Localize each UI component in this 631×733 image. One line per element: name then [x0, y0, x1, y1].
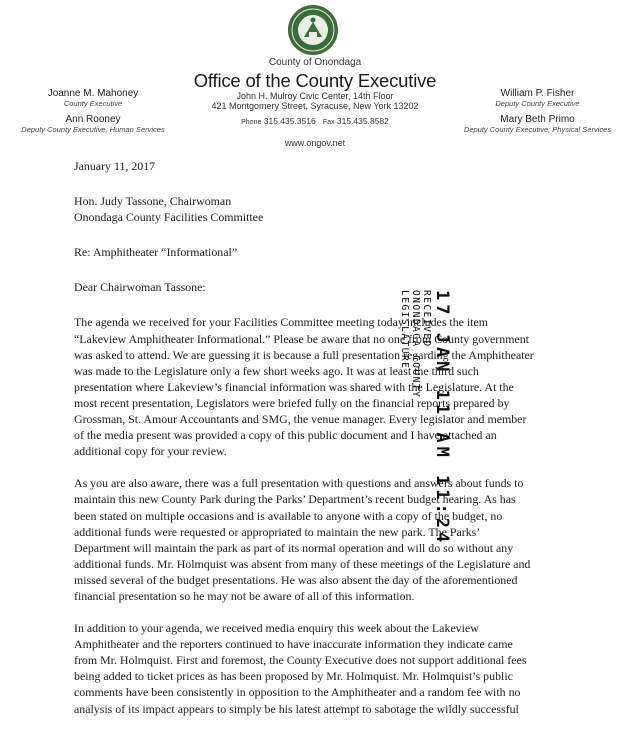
text-line: Amphitheater and the reporters continued to have inaccurate information they indicate came: [74, 637, 513, 652]
stamp-received: RECEIVED: [421, 290, 432, 348]
stamp-date: 17 JAN 11 AM 11:24: [432, 290, 452, 547]
official-name: Ann Rooney: [65, 114, 121, 125]
website: www.ongov.net: [284, 137, 346, 148]
text-line: analysis of its impact appears to simply be his latest attempt to sabotage the wildly successful: [74, 701, 519, 716]
letterhead: [190, 57, 440, 148]
letter-date: January 11, 2017: [74, 159, 156, 173]
text-line: most recent presentation, Legislators were briefed fully on the financial reports prepared by: [74, 395, 510, 410]
address-line-1: John H. Mulroy Civic Center, 14th Floor: [236, 90, 394, 101]
official-title: Deputy County Executive: [495, 99, 580, 108]
text-line: additional copy for your review.: [74, 444, 227, 459]
addressee: [74, 193, 594, 225]
official-name: Joanne M. Mahoney: [47, 88, 139, 99]
stamp-org-2: LEGISLATURE: [399, 290, 410, 370]
stamp-org-1: ONONDAGA COUNTY: [410, 290, 421, 399]
office-title: Office of the County Executive: [193, 69, 437, 91]
paragraph: [74, 475, 594, 604]
official-title: Deputy County Executive, Human Services: [21, 125, 165, 134]
text-line: missed several of the budget presentations. He was also absent the day of the aforementioned: [74, 572, 518, 587]
county-name: County of Onondaga: [268, 57, 362, 68]
phone-number: 315.435.3516: [263, 116, 316, 127]
text-line: financial presentation so he may not be aware of all of this information.: [74, 588, 415, 603]
text-line: was asked to attend. We are guessing it is because a full presentation regarding the Amphitheater: [74, 347, 534, 362]
paragraph: [74, 314, 594, 459]
letter-body: [74, 158, 594, 733]
paragraph: [74, 620, 594, 717]
address-line-2: 421 Montgomery Street, Syracuse, New York 13202: [211, 101, 419, 112]
text-line: from Mr. Holmquist. First and foremost, the County Executive does not support additional fees: [74, 653, 527, 668]
addressee-line: Onondaga County Facilities Committee: [74, 210, 264, 225]
official-title: Deputy County Executive, Physical Services: [463, 125, 612, 134]
left-officials: [18, 88, 168, 140]
text-line: additional funds were requested or appropriated to maintain the new park. The Parks’: [74, 524, 481, 539]
right-officials: [455, 88, 620, 140]
subject-line: Re: Amphitheater “Informational”: [74, 245, 238, 260]
text-line: Grossman, St. Amour Accountants and SMG, the venue manager. Every legislator and member: [74, 412, 527, 427]
text-line: being added to ticket prices as has been proposed by Mr. Holmquist. Mr. Holmquist’s public: [74, 669, 513, 684]
text-line: As you are also aware, there was a full presentation with questions and answers about funds to: [74, 476, 524, 491]
official-name: Mary Beth Primo: [500, 114, 575, 125]
addressee-line: Hon. Judy Tassone, Chairwoman: [74, 194, 232, 209]
salutation: Dear Chairwoman Tassone:: [74, 280, 206, 295]
text-line: was made to the Legislature only a few short weeks ago. It was at least the third such: [74, 363, 479, 378]
text-line: “Lakeview Amphitheater Informational.” Please be aware that no one from County government: [74, 331, 529, 346]
phone-label: Phone: [241, 119, 262, 127]
text-line: presentation where Lakeview’s financial information was shared with the Legislature. At the: [74, 379, 514, 394]
text-line: additional funds. Mr. Holmquist was absent from many of these meetings of the Legislature and: [74, 556, 531, 571]
text-line: In addition to your agenda, we received media enquiry this week about the Lakeview: [74, 621, 479, 636]
text-line: maintain this new County Park during the Parks’ Department’s recent budget hearing. As has: [74, 492, 516, 507]
official-title: County Executive: [63, 99, 123, 108]
text-line: Department will maintain the park as part of its normal operation and will do so without any: [74, 540, 514, 555]
text-line: comments have been consistently in opposition to the Amphitheater and a random fee with no: [74, 685, 521, 700]
text-line: of the media present was provided a copy of this public document and I have attached an: [74, 428, 497, 443]
fax-label: Fax: [322, 119, 335, 127]
fax-number: 315.435.8582: [336, 116, 389, 127]
official-name: William P. Fisher: [500, 88, 575, 99]
text-line: been stated on multiple occasions and is available to anyone with a copy of the budget, no: [74, 508, 503, 523]
contact-line: [190, 117, 440, 127]
county-seal-icon: [287, 4, 339, 56]
text-line: The agenda we received for your Facilities Committee meeting today includes the item: [74, 315, 489, 330]
